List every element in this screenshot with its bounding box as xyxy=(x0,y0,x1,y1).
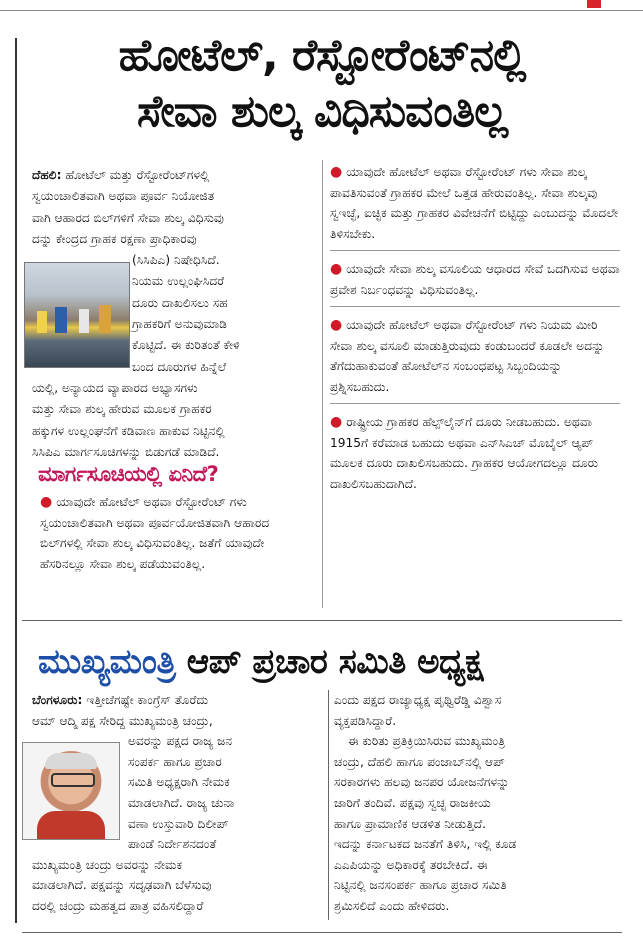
article2-line: ಜಾರಿಗೆ ತಂದಿವೆ. ಪಕ್ಷವು ಸ್ವಚ್ಛ ರಾಜಕೀಯ xyxy=(334,795,491,810)
main-headline-line2: ಸೇವಾ ಶುಲ್ಕ ವಿಧಿಸುವಂತಿಲ್ಲ xyxy=(137,86,507,137)
article1-line: ಹೋಟೆಲ್ ಮತ್ತು ರೆಸ್ಟೋರೆಂಟ್‌ಗಳಲ್ಲಿ xyxy=(65,168,210,182)
article2-line: ಶ್ರಮಿಸಲಿದೆ ಎಂದು ಹೇಳಿದರು. xyxy=(334,898,450,913)
article2-line: ಮಾಡಲಾಗಿದೆ. ಪಕ್ಷವನ್ನು ಸದೃಢವಾಗಿ ಬೆಳೆಸುವು xyxy=(32,878,212,893)
article1-line: ನಿಯಮ ಉಲ್ಲಂಘಿಸಿದರೆ xyxy=(132,274,225,289)
article1-line: (ಸಿಸಿಪಿಎ) ನಿಷೇಧಿಸಿದೆ. xyxy=(132,253,220,268)
bullet-icon: ● xyxy=(330,317,343,333)
article1-line: ಮತ್ತು ಸೇವಾ ಶುಲ್ಕ ಹೇರುವ ಮೂಲಕ ಗ್ರಾಹಕರ xyxy=(32,402,212,417)
second-headline-blue: ಮುಖ್ಯಮಂತ್ರಿ xyxy=(38,642,176,682)
bullet-icon: ● xyxy=(330,414,343,430)
article2-line: ಎಎಪಿಯನ್ನು ಅಧಿಕಾರಕ್ಕೆ ತರಬೇಕಿದೆ. ಈ xyxy=(334,857,488,872)
article2-line: ಇತ್ತೀಚೆಗಷ್ಟೇ ಕಾಂಗ್ರೆಸ್ ತೊರೆದು xyxy=(86,693,209,707)
item-divider xyxy=(330,250,620,251)
guidelines-subhead: ಮಾರ್ಗಸೂಚಿಯಲ್ಲಿ ಏನಿದೆ? xyxy=(38,462,219,486)
article2-line: ಸರಕಾರಗಳು ಹಲವು ಜನಪರ ಯೋಜನೆಗಳನ್ನು xyxy=(334,775,510,790)
article1-line: ಸ್ವಯಂಚಾಲಿತವಾಗಿ ಅಥವಾ ಪೂರ್ವ ನಿಯೋಜಿತ xyxy=(32,189,215,204)
left-column-rule xyxy=(15,38,17,923)
article2-line: ವಣಾ ಉಸ್ತುವಾರಿ ದಿಲೀಪ್ xyxy=(128,816,229,831)
article1-line: ಬಂದ ದೂರುಗಳ ಹಿನ್ನೆಲೆ xyxy=(132,359,227,374)
item-divider xyxy=(330,403,620,404)
bottom-rule xyxy=(22,932,622,933)
article1-line: ಗ್ರಾಹಕರಿಗೆ ಅನುವುಮಾಡಿ xyxy=(132,317,227,332)
article1-line: ಹಕ್ಕುಗಳ ಉಲ್ಲಂಘನೆಗೆ ಕಡಿವಾಣ ಹಾಕುವ ನಿಟ್ಟಿನಲ್ಲಿ xyxy=(32,423,225,438)
article2-line: ಎಂದು ಪಕ್ಷದ ರಾಜ್ಯಾಧ್ಯಕ್ಷ ಪೃಥ್ವಿರೆಡ್ಡಿ ವಿಶ್ವಾಸ xyxy=(334,693,502,707)
article2-place: ಬೆಂಗಳೂರು: xyxy=(32,693,83,707)
article2-line: ಮಾಡಲಾಗಿದೆ. ರಾಜ್ಯ ಚುನಾ xyxy=(128,795,235,810)
article2-right-body xyxy=(334,690,622,917)
article2-line: ಈ ಕುರಿತು ಪ್ರತಿಕ್ರಿಯಿಸಿರುವ ಮುಖ್ಯಮಂತ್ರಿ xyxy=(348,734,506,749)
article2-line: ಮುಖ್ಯಮಂತ್ರಿ ಚಂದ್ರು ಅವರನ್ನು ನೇಮಕ xyxy=(32,857,183,872)
bullet-icon: ● xyxy=(330,261,343,277)
article1-line: ದೂರು ದಾಖಲಿಸಲು ಸಹ xyxy=(132,295,228,310)
bullet-icon: ● xyxy=(40,494,53,510)
list-item: ● ಯಾವುದೇ ಹೋಟೆಲ್ ಅಥವಾ ರೆಸ್ಟೋರೆಂಟ್ ಗಳು ಸೇವಾ ಶುಲ್ಕ ಪಾವತಿಸುವಂತೆ ಗ್ರಾಹಕರ ಮೇಲೆ ಒತ್ತಡ ಹೇರುವಂತಿಲ್ಲ. ಸೇವಾ ಶುಲ್ಕವು ಸ್ವಇಚ್ಛೆ, ಐಚ್ಛಿಕ ಮತ್ತು ಗ್ರಾಹಕರ ವಿವೇಚನೆಗೆ ಬಿಟ್ಟಿದ್ದು ಎಂಬುದನ್ನು ಮೊದಲೇ ತಿಳಿಸಬೇಕು. xyxy=(330,164,619,241)
article1-line: ವಾಗಿ ಆಹಾರದ ಬಿಲ್‌ಗಳಿಗೆ ಸೇವಾ ಶುಲ್ಕ ವಿಧಿಸುವು xyxy=(32,210,224,225)
second-headline-black: ಆಪ್ ಪ್ರಚಾರ ಸಮಿತಿ ಅಧ್ಯಕ್ಷ xyxy=(186,642,484,682)
list-item: ● ಯಾವುದೇ ಹೋಟೆಲ್ ಅಥವಾ ರೆಸ್ಟೋರೆಂಟ್ ಗಳು ನಿಯಮ ಮೀರಿ ಸೇವಾ ಶುಲ್ಕ ವಸೂಲಿ ಮಾಡುತ್ತಿರುವುದು ಕಂಡುಬಂದರೆ ಕೂಡಲೇ ಅದನ್ನು ತೆಗೆದುಹಾಕುವಂತೆ ಹೋಟೆಲ್‌ನ ಸಂಬಂಧಪಟ್ಟ ಸಿಬ್ಬಂದಿಯನ್ನು ಪ್ರಶ್ನಿಸಬಹುದು. xyxy=(330,317,605,394)
main-headline xyxy=(22,28,622,140)
section-divider xyxy=(22,620,622,621)
list-item: ● ಯಾವುದೇ ಹೋಟೆಲ್ ಅಥವಾ ರೆಸ್ಟೋರೆಂಟ್ ಗಳು ಸ್ವಯಂಚಾಲಿತವಾಗಿ ಅಥವಾ ಪೂರ್ವಯೋಜಿತವಾಗಿ ಆಹಾರದ ಬಿಲ್‌ಗಳಲ್ಲಿ ಸೇವಾ ಶುಲ್ಕ ವಿಧಿಸುವಂತಿಲ್ಲ. ಜತೆಗೆ ಯಾವುದೇ ಹೆಸರಿನಲ್ಲೂ ಸೇವಾ ಶುಲ್ಕ ಪಡೆಯುವಂತಿಲ್ಲ. xyxy=(40,494,270,571)
article2-line: ನಿಟ್ಟಿನಲ್ಲಿ ಜನಸಂಪರ್ಕ ಹಾಗೂ ಪ್ರಚಾರ ಸಮಿತಿ xyxy=(334,878,507,893)
article2-line: ಆಮ್ ಆದ್ಮಿ ಪಕ್ಷ ಸೇರಿದ್ದ ಮುಖ್ಯಮಂತ್ರಿ ಚಂದ್ರು, xyxy=(32,713,213,728)
article2-line: ಸಂಪರ್ಕ ಹಾಗೂ ಪ್ರಚಾರ xyxy=(128,754,222,769)
list-item: ● ರಾಷ್ಟ್ರೀಯ ಗ್ರಾಹಕರ ಹೆಲ್ಪ್‌ಲೈನ್‌ಗೆ ದೂರು ನೀಡಬಹುದು. ಅಥವಾ 1915ಗೆ ಕರೆಮಾಡ ಬಹುದು ಅಥವಾ ಎನ್‌ಸಿಎಚ್ ಮೊಬೈಲ್ ಆ್ಯಪ್ ಮೂಲಕ ದೂರು ದಾಖಲಿಸಬಹುದು. ಗ್ರಾಹಕರ ಆಯೋಗದಲ್ಲೂ ದೂರು ದಾಖಲಿಸಬಹುದಾಗಿದೆ. xyxy=(330,414,599,491)
top-edge xyxy=(0,0,643,11)
article2-line: ಸಮಿತಿ ಅಧ್ಯಕ್ಷರಾಗಿ ನೇಮಕ xyxy=(128,775,230,790)
column-divider xyxy=(328,690,329,920)
guidelines-list-right xyxy=(330,162,620,498)
article1-place: ದೆಹಲಿ: xyxy=(32,168,62,182)
article2-line: ಅವರನ್ನು ಪಕ್ಷದ ರಾಜ್ಯ ಜನ xyxy=(128,734,233,749)
article2-line: ದರಲ್ಲಿ ಚಂದ್ರು ಮಹತ್ವದ ಪಾತ್ರ ವಹಿಸಲಿದ್ದಾರೆ xyxy=(32,898,204,913)
article1-line: ಕೊಟ್ಟಿದೆ. ಈ ಕುರಿತಂತೆ ಕೇಳಿ xyxy=(132,338,240,353)
article2-line: ಪಾಂಡೆ ನಿರ್ದೇಶನದಂತೆ xyxy=(128,837,217,852)
article1-line: ದನ್ನು ಕೇಂದ್ರದ ಗ್ರಾಹಕ ರಕ್ಷಣಾ ಪ್ರಾಧಿಕಾರವು xyxy=(32,231,197,246)
article2-line: ಹಾಗೂ ಪ್ರಾಮಾಣಿಕ ಆಡಳಿತ ನೀಡುತ್ತಿದೆ. xyxy=(334,816,486,831)
second-headline xyxy=(38,640,628,684)
article1-line: ಯಲ್ಲಿ, ಅನ್ಯಾಯದ ವ್ಯಾಪಾರದ ಅಭ್ಯಾಸಗಳು xyxy=(32,380,198,395)
page-marker xyxy=(587,0,601,8)
list-item: ● ಯಾವುದೇ ಸೇವಾ ಶುಲ್ಕ ವಸೂಲಿಯ ಆಧಾರದ ಸೇವೆ ಒದಗಿಸುವ ಅಥವಾ ಪ್ರವೇಶ ನಿರ್ಬಂಧವನ್ನು ವಿಧಿಸುವಂತಿಲ್ಲ. xyxy=(330,261,620,297)
article2-line: ಚಂದ್ರು, ದೆಹಲಿ ಹಾಗೂ ಪಂಜಾಬ್‌ನಲ್ಲಿ ಆಪ್ xyxy=(334,754,505,769)
item-divider xyxy=(330,306,620,307)
portrait-photo xyxy=(22,742,120,840)
article2-line: ಇದನ್ನು ಕರ್ನಾಟಕದ ಜನತೆಗೆ ತಿಳಿಸಿ, ಇಲ್ಲಿ ಕೂಡ xyxy=(334,837,517,852)
bullet-icon: ● xyxy=(330,164,343,180)
restaurant-photo xyxy=(24,262,130,368)
article1-line: ಸಿಸಿಪಿಎ ಮಾರ್ಗಸೂಚಿಗಳನ್ನು ಬಿಡುಗಡೆ ಮಾಡಿದೆ. xyxy=(32,444,220,459)
main-headline-line1: ಹೋಟೆಲ್, ರೆಸ್ಟೋರೆಂಟ್‌ನಲ್ಲಿ xyxy=(118,30,526,81)
guidelines-list-left xyxy=(40,492,312,578)
column-divider xyxy=(322,160,323,608)
article2-line: ವ್ಯಕ್ತಪಡಿಸಿದ್ದಾರೆ. xyxy=(334,713,397,728)
